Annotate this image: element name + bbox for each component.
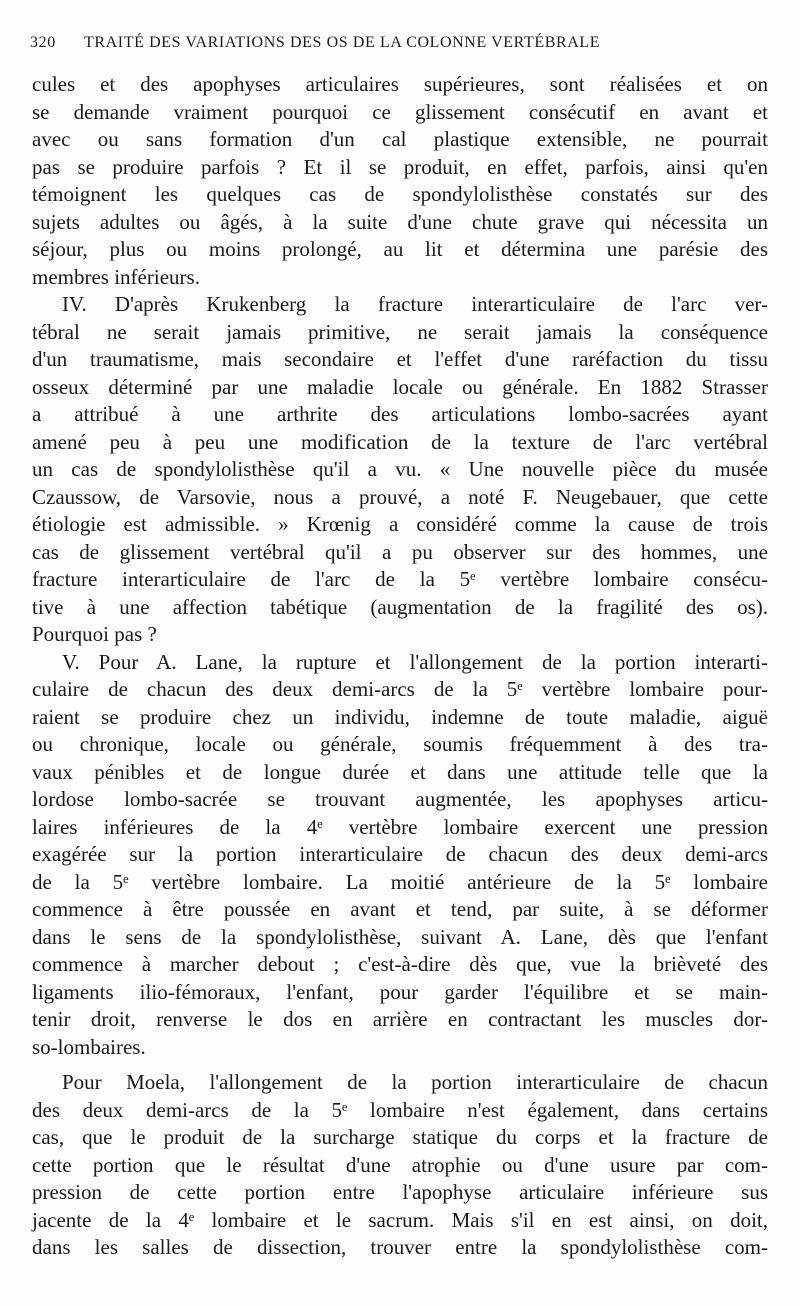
text-line: cas, que le produit de la surcharge statique du corps et la fracture de	[32, 1125, 768, 1149]
text-line: Czaussow, de Varsovie, nous a prouvé, a noté F. Neugebauer, que cette	[32, 484, 768, 509]
text-line: étiologie est admissible. » Krœnig a considéré comme la cause de trois	[32, 512, 768, 536]
text-line: a attribué à une arthrite des articulations lombo-sacrées ayant	[32, 402, 768, 426]
text-line: Pourquoi pas ?	[32, 622, 157, 646]
text-line: fracture interarticulaire de l'arc de la 5ᵉ vertèbre lombaire consécu-	[32, 567, 768, 591]
text-line: se demande vraiment pourquoi ce glissement consécutif en avant et	[32, 99, 768, 124]
page-number: 320	[30, 34, 56, 51]
text-line: tébral ne serait jamais primitive, ne serait jamais la conséquence	[32, 319, 768, 344]
text-line: de la 5ᵉ vertèbre lombaire. La moitié antérieure de la 5ᵉ lombaire	[32, 869, 768, 894]
text-line: jacente de la 4ᵉ lombaire et le sacrum. Mais s'il en est ainsi, on doit,	[32, 1207, 768, 1232]
text-line: lordose lombo-sacrée se trouvant augmentée, les apophyses articu-	[32, 787, 768, 811]
text-line: so-lombaires.	[32, 1034, 146, 1059]
text-line: avec ou sans formation d'un cal plastique extensible, ne pourrait	[32, 127, 768, 151]
text-line: un cas de spondylolisthèse qu'il a vu. « Une nouvelle pièce du musée	[32, 457, 768, 481]
text-line: témoignent les quelques cas de spondylolisthèse constatés sur des	[32, 182, 768, 206]
text-line: amené peu à peu une modification de la texture de l'arc vertébral	[32, 429, 768, 454]
text-line: commence à marcher debout ; c'est-à-dire dès que, vue la brièveté des	[32, 952, 768, 976]
text-line: tenir droit, renverse le dos en arrière en contractant les muscles dor-	[32, 1007, 768, 1031]
text-line: culaire de chacun des deux demi-arcs de la 5ᵉ vertèbre lombaire pour-	[32, 677, 768, 701]
text-line: pas se produire parfois ? Et il se produit, en effet, parfois, ainsi qu'en	[32, 154, 768, 179]
paragraph-start: V. Pour A. Lane, la rupture et l'allongement de la portion interarti-	[62, 649, 768, 674]
paragraph-start: IV. D'après Krukenberg la fracture interarticulaire de l'arc ver-	[62, 292, 768, 316]
text-line: d'un traumatisme, mais secondaire et l'effet d'une raréfaction du tissu	[32, 347, 768, 371]
text-line: cas de glissement vertébral qu'il a pu observer sur des hommes, une	[32, 539, 768, 564]
text-line: ligaments ilio-fémoraux, l'enfant, pour garder l'équilibre et se main-	[32, 979, 768, 1004]
text-line: tive à une affection tabétique (augmentation de la fragilité des os).	[32, 594, 768, 619]
text-line: dans le sens de la spondylolisthèse, suivant A. Lane, dès que l'enfant	[32, 924, 768, 949]
paragraph-start: Pour Moela, l'allongement de la portion interarticulaire de chacun	[62, 1070, 768, 1094]
running-title: TRAITÉ DES VARIATIONS DES OS DE LA COLONNE VERTÉBRALE	[84, 34, 601, 51]
text-line: raient se produire chez un individu, indemne de toute maladie, aiguë	[32, 704, 768, 729]
text-line: exagérée sur la portion interarticulaire de chacun des deux demi-arcs	[32, 842, 768, 866]
text-line: commence à être poussée en avant et tend, par suite, à se déformer	[32, 897, 768, 921]
text-line: cette portion que le résultat d'une atrophie ou d'une usure par com-	[32, 1152, 768, 1177]
text-line: pression de cette portion entre l'apophyse articulaire inférieure sus	[32, 1180, 768, 1204]
running-header	[30, 34, 760, 58]
text-line: membres inférieurs.	[32, 264, 200, 289]
text-line: osseux déterminé par une maladie locale ou générale. En 1882 Strasser	[32, 374, 768, 399]
body-text	[32, 71, 768, 1262]
text-line: séjour, plus ou moins prolongé, au lit et détermina une parésie des	[32, 237, 768, 261]
text-line: cules et des apophyses articulaires supérieures, sont réalisées et on	[32, 72, 768, 96]
text-line: ou chronique, locale ou générale, soumis fréquemment à des tra-	[32, 732, 768, 756]
text-line: des deux demi-arcs de la 5ᵉ lombaire n'est également, dans certains	[32, 1097, 768, 1122]
text-line: sujets adultes ou âgés, à la suite d'une chute grave qui nécessita un	[32, 209, 768, 234]
text-line: vaux pénibles et de longue durée et dans une attitude telle que la	[32, 759, 768, 784]
text-line: dans les salles de dissection, trouver entre la spondylolisthèse com-	[32, 1235, 768, 1259]
text-line: laires inférieures de la 4ᵉ vertèbre lombaire exercent une pression	[32, 814, 768, 839]
